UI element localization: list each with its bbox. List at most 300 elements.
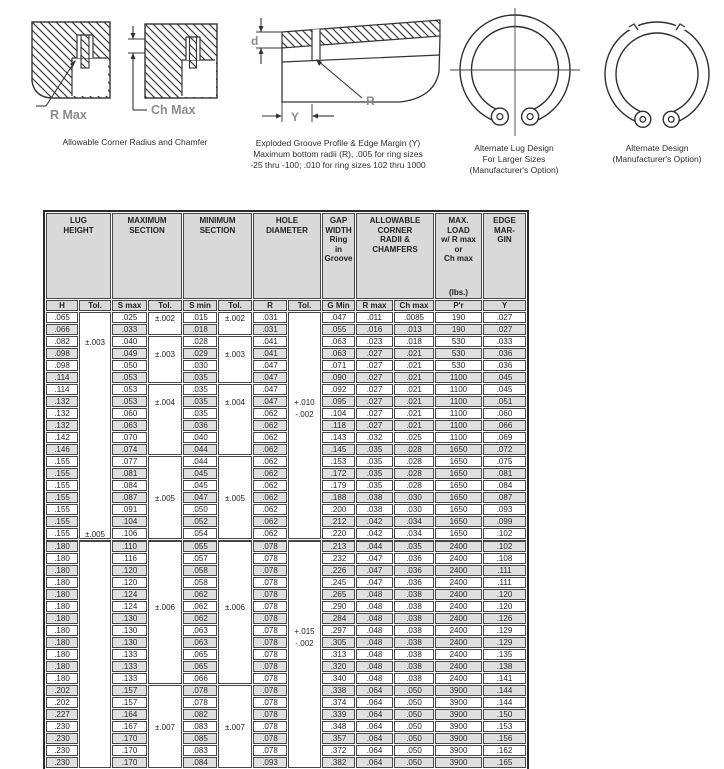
- table-cell: .047: [356, 565, 393, 576]
- table-cell: .078: [183, 685, 217, 696]
- tolerance-value: -.002: [295, 410, 314, 419]
- table-cell: .102: [483, 540, 526, 552]
- tolerance-cell: [148, 384, 182, 455]
- table-cell: .153: [483, 721, 526, 732]
- table-cell: .055: [183, 540, 217, 552]
- table-cell: .050: [394, 745, 434, 756]
- table-cell: .030: [183, 360, 217, 371]
- table-cell: 3900: [435, 685, 482, 696]
- table-cell: .099: [483, 516, 526, 527]
- table-cell: .048: [356, 601, 393, 612]
- table-cell: .180: [46, 601, 78, 612]
- table-cell: .084: [112, 480, 147, 491]
- table-cell: .129: [483, 625, 526, 636]
- table-cell: .062: [183, 601, 217, 612]
- table-cell: .053: [112, 384, 147, 395]
- table-cell: .048: [356, 661, 393, 672]
- table-cell: .033: [112, 324, 147, 335]
- tolerance-cell: [148, 540, 182, 684]
- spec-table: [43, 210, 529, 769]
- table-cell: .374: [322, 697, 355, 708]
- table-cell: .078: [253, 637, 287, 648]
- table-cell: .071: [322, 360, 355, 371]
- tolerance-value: ±.002: [225, 314, 245, 323]
- table-row: [46, 372, 526, 383]
- table-cell: .050: [394, 697, 434, 708]
- table-cell: .167: [112, 721, 147, 732]
- table-row: [46, 625, 526, 636]
- table-cell: .021: [394, 408, 434, 419]
- table-cell: .038: [394, 637, 434, 648]
- table-cell: .083: [183, 721, 217, 732]
- table-cell: .213: [322, 540, 355, 552]
- column-group-header: HOLE DIAMETER: [253, 213, 321, 299]
- caption-line: -25 thru -100; .010 for ring sizes 102 thru 1000: [250, 160, 426, 170]
- table-cell: .142: [46, 432, 78, 443]
- column-header: P'r: [435, 300, 482, 311]
- table-cell: .038: [394, 589, 434, 600]
- table-cell: .081: [483, 468, 526, 479]
- table-cell: .062: [253, 456, 287, 467]
- table-cell: .120: [112, 565, 147, 576]
- table-cell: .132: [46, 396, 78, 407]
- table-cell: .057: [183, 553, 217, 564]
- table-cell: .084: [183, 757, 217, 768]
- groove-d-label: d: [251, 34, 259, 48]
- table-cell: .047: [253, 372, 287, 383]
- lug-hole: [527, 114, 533, 120]
- table-row: [46, 348, 526, 359]
- caption-line: Exploded Groove Profile & Edge Margin (Y): [255, 138, 421, 148]
- table-cell: .050: [394, 709, 434, 720]
- table-cell: 1650: [435, 468, 482, 479]
- table-row: [46, 649, 526, 660]
- table-cell: .114: [46, 384, 78, 395]
- table-cell: .078: [253, 601, 287, 612]
- table-cell: .047: [322, 312, 355, 323]
- caption-line: Maximum bottom radii (R), .005 for ring sizes: [253, 149, 423, 159]
- table-row: [46, 528, 526, 539]
- table-cell: .035: [356, 468, 393, 479]
- chamfer-diagram: [125, 20, 220, 128]
- table-row: [46, 553, 526, 564]
- groove-profile-caption: [238, 138, 438, 171]
- table-cell: .052: [183, 516, 217, 527]
- table-row: [46, 661, 526, 672]
- table-cell: .078: [253, 589, 287, 600]
- lug-hole: [497, 114, 503, 120]
- column-group-header: MAX. LOAD w/ R max or Ch max (lbs.): [435, 213, 482, 299]
- table-cell: 2400: [435, 661, 482, 672]
- alternate-design-caption: [592, 143, 722, 165]
- table-cell: .338: [322, 685, 355, 696]
- table-cell: .034: [394, 528, 434, 539]
- table-cell: .021: [394, 384, 434, 395]
- table-cell: .027: [356, 408, 393, 419]
- column-header: S min: [183, 300, 217, 311]
- table-cell: .114: [46, 372, 78, 383]
- table-cell: .077: [112, 456, 147, 467]
- table-row: [46, 432, 526, 443]
- table-cell: .028: [183, 336, 217, 347]
- table-cell: .032: [356, 432, 393, 443]
- table-cell: .144: [483, 685, 526, 696]
- table-cell: .180: [46, 589, 78, 600]
- table-cell: .111: [483, 565, 526, 576]
- table-cell: .188: [322, 492, 355, 503]
- tolerance-value: -.002: [295, 639, 314, 648]
- table-row: [46, 516, 526, 527]
- table-cell: .093: [253, 757, 287, 768]
- table-cell: .062: [253, 480, 287, 491]
- table-cell: .018: [394, 336, 434, 347]
- table-cell: 3900: [435, 697, 482, 708]
- table-cell: .164: [112, 709, 147, 720]
- tolerance-value: ±.004: [155, 398, 175, 407]
- table-cell: .120: [483, 601, 526, 612]
- table-cell: .297: [322, 625, 355, 636]
- table-cell: .063: [322, 348, 355, 359]
- table-cell: .265: [322, 589, 355, 600]
- column-group-header: EDGE MAR- GIN: [483, 213, 526, 299]
- table-cell: .180: [46, 637, 78, 648]
- table-cell: .013: [394, 324, 434, 335]
- table-cell: .220: [322, 528, 355, 539]
- table-cell: 3900: [435, 757, 482, 768]
- table-cell: .047: [356, 577, 393, 588]
- table-cell: .085: [183, 733, 217, 744]
- table-cell: .031: [253, 312, 287, 323]
- table-cell: .082: [183, 709, 217, 720]
- tolerance-value: ±.004: [225, 398, 245, 407]
- table-cell: .055: [322, 324, 355, 335]
- table-cell: .155: [46, 480, 78, 491]
- table-cell: 1650: [435, 444, 482, 455]
- table-cell: .062: [253, 504, 287, 515]
- table-cell: .064: [356, 721, 393, 732]
- table-cell: .143: [322, 432, 355, 443]
- lug-hole: [668, 117, 674, 123]
- column-header: Tol.: [79, 300, 111, 311]
- table-cell: .065: [183, 661, 217, 672]
- table-cell: .045: [183, 468, 217, 479]
- table-row: [46, 336, 526, 347]
- table-cell: .078: [253, 661, 287, 672]
- table-cell: .0085: [394, 312, 434, 323]
- table-cell: .130: [112, 625, 147, 636]
- table-cell: .028: [394, 468, 434, 479]
- table-row: [46, 504, 526, 515]
- table-cell: .041: [253, 336, 287, 347]
- table-cell: .078: [253, 697, 287, 708]
- column-group-header: MINIMUM SECTION: [183, 213, 252, 299]
- table-cell: .050: [112, 360, 147, 371]
- table-cell: .230: [46, 745, 78, 756]
- table-cell: .130: [112, 613, 147, 624]
- table-cell: 530: [435, 336, 482, 347]
- table-cell: .021: [394, 372, 434, 383]
- table-cell: .048: [356, 637, 393, 648]
- tolerance-value: ±.003: [225, 350, 245, 359]
- table-cell: .066: [183, 673, 217, 684]
- table-cell: .078: [253, 673, 287, 684]
- column-group-header: ALLOWABLE CORNER RADII & CHAMFERS: [356, 213, 434, 299]
- caption-line: Alternate Design: [625, 143, 689, 153]
- table-cell: .146: [46, 444, 78, 455]
- table-cell: .027: [356, 420, 393, 431]
- table-cell: .021: [394, 420, 434, 431]
- table-row: [46, 637, 526, 648]
- table-cell: 1100: [435, 408, 482, 419]
- table-cell: .033: [483, 336, 526, 347]
- table-cell: .035: [183, 396, 217, 407]
- table-cell: .133: [112, 649, 147, 660]
- table-cell: .372: [322, 745, 355, 756]
- ring-section: [190, 37, 197, 68]
- column-header: S max: [112, 300, 147, 311]
- table-cell: .102: [483, 528, 526, 539]
- table-row: [46, 565, 526, 576]
- table-cell: .111: [483, 577, 526, 588]
- table-cell: .126: [483, 613, 526, 624]
- table-row: [46, 456, 526, 467]
- table-cell: .034: [394, 516, 434, 527]
- table-cell: .062: [253, 420, 287, 431]
- table-cell: 1100: [435, 372, 482, 383]
- table-cell: .064: [356, 709, 393, 720]
- table-row: [46, 396, 526, 407]
- tolerance-cell: [288, 312, 321, 539]
- ring-section: [81, 35, 89, 68]
- table-cell: .028: [394, 480, 434, 491]
- table-cell: 3900: [435, 721, 482, 732]
- table-cell: .200: [322, 504, 355, 515]
- tolerance-cell: [218, 312, 252, 335]
- table-cell: .040: [112, 336, 147, 347]
- table-cell: .038: [356, 492, 393, 503]
- table-row: [46, 408, 526, 419]
- table-cell: .044: [183, 456, 217, 467]
- column-header: G Min: [322, 300, 355, 311]
- table-cell: .069: [483, 432, 526, 443]
- table-cell: 1650: [435, 492, 482, 503]
- table-cell: .041: [253, 348, 287, 359]
- table-cell: .116: [112, 553, 147, 564]
- table-row: [46, 697, 526, 708]
- table-cell: .029: [183, 348, 217, 359]
- table-cell: .078: [253, 577, 287, 588]
- tolerance-cell: [148, 685, 182, 768]
- table-cell: .227: [46, 709, 78, 720]
- table-cell: .180: [46, 673, 78, 684]
- table-row: [46, 685, 526, 696]
- alternate-design-ring-diagram: [594, 14, 720, 140]
- table-cell: .038: [394, 625, 434, 636]
- tolerance-cell: [148, 336, 182, 383]
- table-cell: .179: [322, 480, 355, 491]
- table-cell: .015: [183, 312, 217, 323]
- table-cell: .120: [483, 589, 526, 600]
- table-cell: .062: [253, 444, 287, 455]
- table-cell: .226: [322, 565, 355, 576]
- table-cell: .064: [356, 697, 393, 708]
- table-cell: .047: [356, 553, 393, 564]
- table-cell: .155: [46, 528, 78, 539]
- table-cell: .078: [253, 709, 287, 720]
- table-cell: .066: [46, 324, 78, 335]
- table-cell: .074: [112, 444, 147, 455]
- table-cell: .180: [46, 577, 78, 588]
- table-cell: .170: [112, 745, 147, 756]
- tolerance-cell: [218, 336, 252, 383]
- caption-line: (Manufacturer's Option): [469, 165, 559, 175]
- table-cell: .133: [112, 673, 147, 684]
- table-row: [46, 709, 526, 720]
- table-cell: .054: [183, 528, 217, 539]
- table-cell: 530: [435, 360, 482, 371]
- column-header: R max: [356, 300, 393, 311]
- table-cell: .053: [112, 372, 147, 383]
- table-cell: .104: [322, 408, 355, 419]
- tolerance-value: ±.005: [225, 494, 245, 503]
- table-cell: .348: [322, 721, 355, 732]
- table-cell: .098: [46, 348, 78, 359]
- table-row: [46, 312, 526, 323]
- table-cell: .170: [112, 733, 147, 744]
- table-cell: .290: [322, 601, 355, 612]
- table-cell: 1100: [435, 432, 482, 443]
- table-cell: 1650: [435, 516, 482, 527]
- table-cell: .382: [322, 757, 355, 768]
- column-header: Ch max: [394, 300, 434, 311]
- table-cell: .038: [394, 601, 434, 612]
- table-cell: .180: [46, 649, 78, 660]
- table-cell: .063: [183, 637, 217, 648]
- table-cell: .133: [112, 661, 147, 672]
- table-cell: .230: [46, 757, 78, 768]
- table-cell: .025: [112, 312, 147, 323]
- tolerance-value: ±.006: [225, 603, 245, 612]
- tolerance-value: ±.003: [85, 338, 105, 347]
- table-cell: .083: [183, 745, 217, 756]
- table-cell: .180: [46, 661, 78, 672]
- table-cell: .135: [483, 649, 526, 660]
- column-header: Tol.: [148, 300, 182, 311]
- table-cell: .035: [356, 456, 393, 467]
- table-cell: .064: [356, 745, 393, 756]
- table-cell: .023: [356, 336, 393, 347]
- table-cell: .157: [112, 685, 147, 696]
- table-cell: .016: [356, 324, 393, 335]
- table-cell: .108: [483, 553, 526, 564]
- table-cell: .232: [322, 553, 355, 564]
- table-cell: .130: [112, 637, 147, 648]
- table-cell: .340: [322, 673, 355, 684]
- table-cell: .245: [322, 577, 355, 588]
- table-cell: 3900: [435, 733, 482, 744]
- table-cell: .035: [183, 408, 217, 419]
- column-header: Y: [483, 300, 526, 311]
- table-cell: .092: [322, 384, 355, 395]
- table-row: [46, 673, 526, 684]
- table-row: [46, 360, 526, 371]
- table-cell: .048: [356, 589, 393, 600]
- table-row: [46, 745, 526, 756]
- table-cell: 1650: [435, 528, 482, 539]
- table-cell: .027: [356, 372, 393, 383]
- tolerance-cell: [218, 384, 252, 455]
- table-cell: .062: [183, 613, 217, 624]
- table-cell: .021: [394, 360, 434, 371]
- table-cell: .030: [394, 492, 434, 503]
- tolerance-cell: [288, 540, 321, 768]
- table-cell: 2400: [435, 553, 482, 564]
- table-row: [46, 721, 526, 732]
- table-cell: .084: [483, 480, 526, 491]
- table-cell: 2400: [435, 577, 482, 588]
- column-group-header: LUG HEIGHT: [46, 213, 111, 299]
- table-row: [46, 733, 526, 744]
- table-cell: .106: [112, 528, 147, 539]
- table-row: [46, 577, 526, 588]
- table-cell: .036: [394, 577, 434, 588]
- table-cell: .066: [483, 420, 526, 431]
- lug-hole: [640, 117, 646, 123]
- table-cell: 3900: [435, 745, 482, 756]
- table-cell: .027: [483, 324, 526, 335]
- table-cell: .028: [394, 444, 434, 455]
- table-cell: .047: [253, 360, 287, 371]
- table-cell: .038: [356, 504, 393, 515]
- r-max-label: R Max: [50, 108, 87, 122]
- table-cell: .042: [356, 516, 393, 527]
- table-cell: .284: [322, 613, 355, 624]
- table-cell: .038: [394, 613, 434, 624]
- table-cell: .025: [394, 432, 434, 443]
- tolerance-value: ±.005: [85, 530, 105, 539]
- table-cell: .063: [112, 420, 147, 431]
- column-header: Tol.: [218, 300, 252, 311]
- table-cell: .124: [112, 601, 147, 612]
- table-cell: .062: [253, 408, 287, 419]
- table-cell: .047: [183, 492, 217, 503]
- column-header: H: [46, 300, 78, 311]
- table-cell: .064: [356, 685, 393, 696]
- tolerance-value: ±.003: [155, 350, 175, 359]
- table-cell: .035: [356, 480, 393, 491]
- table-cell: .095: [322, 396, 355, 407]
- table-cell: .090: [322, 372, 355, 383]
- table-cell: .064: [356, 733, 393, 744]
- column-group-header: MAXIMUM SECTION: [112, 213, 182, 299]
- table-cell: .172: [322, 468, 355, 479]
- table-cell: .110: [112, 540, 147, 552]
- table-cell: .078: [253, 625, 287, 636]
- table-cell: .078: [253, 613, 287, 624]
- alternate-lug-caption: [446, 143, 582, 176]
- tolerance-value: +.015: [294, 627, 315, 636]
- table-cell: .339: [322, 709, 355, 720]
- tolerance-cell: [148, 456, 182, 539]
- table-cell: .018: [183, 324, 217, 335]
- table-cell: .048: [356, 649, 393, 660]
- groove-y-label: Y: [291, 110, 300, 124]
- table-cell: 2400: [435, 625, 482, 636]
- table-cell: .038: [394, 649, 434, 660]
- table-cell: .058: [183, 577, 217, 588]
- table-row: [46, 420, 526, 431]
- table-cell: .230: [46, 733, 78, 744]
